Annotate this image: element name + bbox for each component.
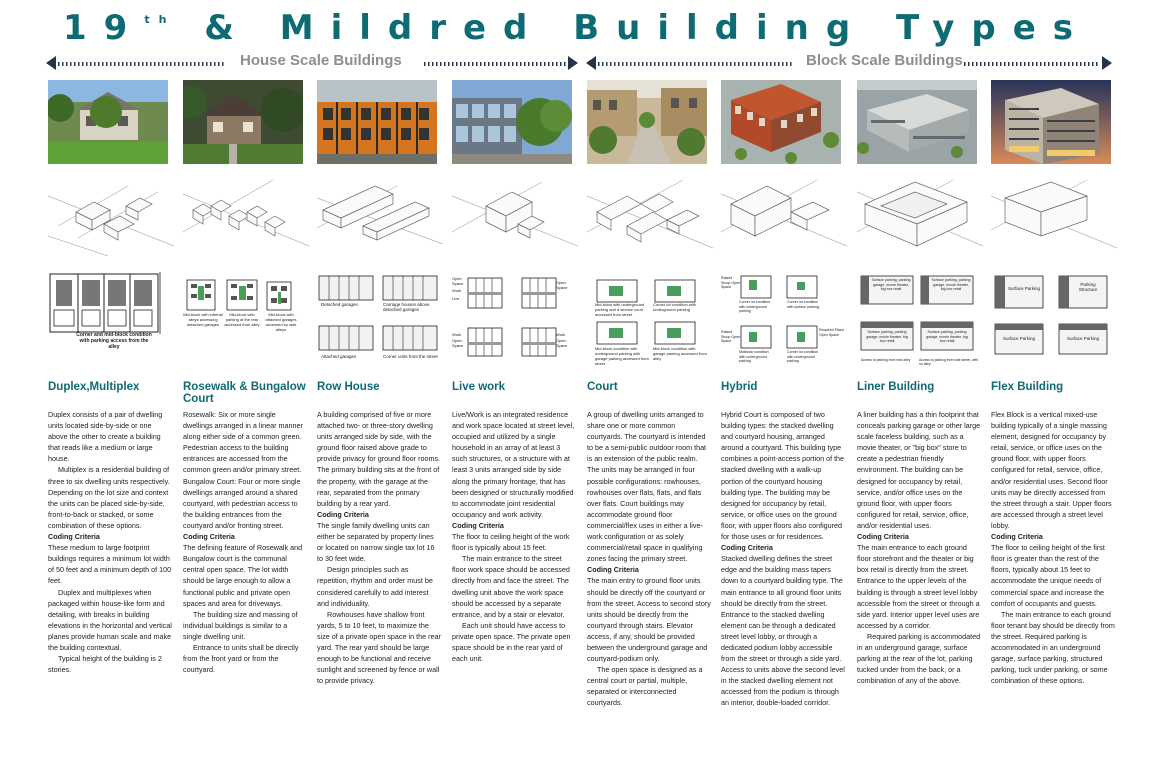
plan-label: Parking Structure — [1078, 282, 1098, 292]
axon-diagram-row-house — [317, 176, 443, 256]
plan-label: Surface parking, parking garage, movie theater, big box retail — [931, 278, 971, 291]
plan-label: Corner units front the street — [383, 354, 438, 359]
description-paragraph: Design principles such as repetition, rhythm and order must be considered carefully to add interest and individuality. — [317, 565, 433, 608]
arrow-right-icon — [568, 56, 578, 70]
column-duplex — [48, 80, 174, 372]
description-paragraph: A building comprised of five or more attached two- or three-story dwelling units arranged side by side, with the ground floor raised above grade to provide privacy for ground floor rooms. The primary building sits at the front of the property, with the garage at the rear, separated from the primary building by a rear yard. — [317, 410, 441, 508]
description-paragraph: The main entrance to each ground floor tenant bay should be directly from the street. Required parking is accommodated in an underground garage, surface parking, structured parking, tuck under parking, or some combination of these options. — [991, 609, 1115, 686]
photo-liner — [857, 80, 977, 164]
description-paragraph: Each unit should have access to private open space. The private open space should be in the rear yard of each unit. — [452, 620, 571, 664]
description-liner — [857, 409, 981, 686]
type-title-duplex: Duplex,Multiplex — [48, 381, 140, 393]
coding-criteria-heading: Coding Criteria — [317, 509, 369, 519]
plan-diagram-liner — [857, 272, 983, 372]
type-title-rosewalk: Rosewalk & Bungalow Court — [183, 381, 306, 405]
plan-label: Surface Parking — [1002, 336, 1036, 341]
coding-criteria-heading: Coding Criteria — [587, 565, 639, 575]
description-paragraph: Rosewalk: Six or more single dwellings arranged in a linear manner along either side of a common green. Pedestrian access to the building entrances are accessed from the common green and/or primary street. — [183, 410, 303, 475]
type-title-flex: Flex Building — [991, 381, 1064, 393]
plan-label: Work — [452, 332, 462, 337]
type-title-court: Court — [587, 381, 618, 393]
column-live-work — [452, 80, 578, 372]
title-superscript: th — [144, 13, 176, 26]
axon-diagram-liner — [857, 176, 983, 256]
type-title-hybrid: Hybrid — [721, 381, 758, 393]
plan-label: Corner lot condition with surface parking — [787, 300, 819, 309]
column-row-house — [317, 80, 443, 372]
description-paragraph: Rowhouses have shallow front yards, 5 to 10 feet, to maximize the size of a private open space in the rear yard. The rear yard should be large enough to be functional and receive sunlight and screened by fence or wall to provide privacy. — [317, 609, 441, 686]
plan-diagram-duplex — [48, 272, 174, 372]
plan-label: Surface Parking — [1066, 336, 1100, 341]
block-scale-label: Block Scale Buildings — [806, 52, 963, 69]
photo-duplex — [48, 80, 168, 164]
arrow-right-icon — [1102, 56, 1112, 70]
description-paragraph: Entrance to units shall be directly from the front yard or from the courtyard. — [183, 642, 299, 675]
axon-diagram-court — [587, 176, 713, 256]
plan-diagram-hybrid — [721, 272, 847, 372]
description-paragraph: Required parking is accommodated in an underground garage, surface parking at the rear of the lot, parking tucked under from the back, or a combination of any of the above. — [857, 631, 981, 686]
photo-hybrid — [721, 80, 841, 164]
photo-row-house — [317, 80, 437, 164]
description-hybrid — [721, 409, 845, 709]
axon-diagram-hybrid — [721, 176, 847, 256]
plan-label: Raised Stoop Open Space — [721, 330, 741, 343]
description-paragraph: The floor to ceiling height of the first floor is greater than the rest of the floors, typically about 15 feet to accommodate the unique needs of commercial space and increase the comfort of occupants and guests. — [991, 543, 1105, 608]
plan-label: Surface Parking — [1007, 286, 1041, 291]
type-title-liner: Liner Building — [857, 381, 935, 393]
description-rosewalk — [183, 409, 307, 675]
description-paragraph: The main entrance to the street floor work space should be accessed directly from and face the street. The dwelling unit above the work space should be accessed by a separate entrance, and by a stair or elevator. — [452, 554, 570, 619]
coding-criteria-heading: Coding Criteria — [857, 532, 909, 542]
coding-criteria-heading: Coding Criteria — [452, 520, 504, 530]
title-number: 19 — [63, 8, 145, 48]
plan-label: Corner lot condition with underground parking — [653, 302, 696, 312]
arrow-left-icon — [46, 56, 56, 70]
plan-label: Detached garages — [321, 302, 358, 307]
plan-label: Work — [556, 332, 566, 337]
description-live-work — [452, 409, 576, 664]
column-hybrid — [721, 80, 847, 372]
plan-label: Surface parking, parking garage, movie theater, big box retail — [871, 278, 911, 291]
coding-criteria-heading: Coding Criteria — [991, 532, 1043, 542]
plan-label: Required Plaza Open Space — [819, 328, 844, 337]
plan-label: Access to parking from rear alley — [861, 358, 911, 362]
plan-label: Open Space — [556, 338, 568, 348]
coding-criteria-heading: Coding Criteria — [721, 543, 773, 553]
plan-label: Corner lot condition with underground parking — [787, 350, 819, 363]
description-paragraph: The open space is designed as a central court or partial, multiple, separated or interconnected courtyards. — [587, 665, 703, 708]
type-title-live-work: Live work — [452, 381, 506, 393]
description-court — [587, 409, 711, 709]
column-liner — [857, 80, 983, 372]
plan-diagram-live-work — [452, 272, 578, 372]
plan-label: Live — [452, 296, 460, 301]
poster-title — [0, 8, 1153, 48]
plan-label: Access to parking from side street, with no alley — [919, 358, 978, 366]
description-paragraph: The defining feature of Rosewalk and Bungalow court is the communal central open space. The lot width should be large enough to allow a functional public and private open spaces and area for driveways. — [183, 543, 303, 608]
description-paragraph: These medium to large footprint buildings requires a minimum lot width of 50 feet and a minimum depth of 100 feet. — [48, 543, 172, 586]
description-paragraph: Typical height of the building is 2 stories. — [48, 654, 162, 675]
description-paragraph: The main entry to ground floor units should be directly off the courtyard or from the street. Access to second story units should be directly from the courtyard through stairs. Elevator access, if any, should be provided between the underground garage and courtyard-podium only. — [587, 576, 711, 664]
plan-diagram-rosewalk — [183, 272, 309, 372]
axon-diagram-live-work — [452, 176, 578, 256]
plan-diagram-flex — [991, 272, 1117, 372]
description-paragraph: A liner building has a thin footprint that conceals parking garage or other large scale faceless building, such as a movie theater, or "big box" store to create a pedestrian friendly environment. The building can be designed for occupancy by retail, service, and/or office uses on the ground floor, with upper floors configured for retail, service, office, and/or residential uses. — [857, 410, 981, 530]
plan-label: Midblock condition with underground parking — [739, 350, 769, 363]
house-scale-label: House Scale Buildings — [240, 52, 402, 69]
description-duplex — [48, 409, 172, 675]
description-row-house — [317, 409, 441, 686]
plan-label: Mid-block with internal alleys accessing detached garages — [183, 312, 223, 327]
plan-label: Attached garages — [321, 354, 357, 359]
dotted-line — [424, 62, 566, 66]
photo-court — [587, 80, 707, 164]
coding-criteria-heading: Coding Criteria — [183, 532, 235, 542]
dotted-line — [598, 62, 794, 66]
plan-label: Mid-block with attached garages accessed by side alleys — [265, 312, 297, 332]
description-paragraph: The main entrance to each ground floor storefront and the theater or big box retail is directly from the street. Entrance to the upper levels of the building is through a street level lobby accessible from the street or through a side yard. Interior upper level uses are accessed by a corridor. — [857, 543, 980, 630]
plan-label: Corner and mid-block condition with parking access from the alley — [76, 332, 152, 350]
plan-diagram-court — [587, 272, 713, 372]
house-scale-bar — [46, 52, 578, 74]
plan-diagram-row-house — [317, 272, 443, 372]
plan-label: Carriage houses above detached garages — [383, 302, 430, 312]
description-paragraph: The building size and massing of individual buildings is similar to a single dwelling unit. — [183, 609, 298, 641]
plan-label: Mid-block with underground parking and a service court accessed from street — [595, 302, 645, 317]
plan-label: Open Space — [452, 276, 464, 286]
type-title-row-house: Row House — [317, 381, 380, 393]
column-rosewalk — [183, 80, 309, 372]
description-paragraph: The single family dwelling units can either be separated by property lines or located on narrow single tax lot 16 to 30 feet wide. — [317, 520, 435, 564]
description-paragraph: Live/Work is an integrated residence and work space located at street level, occupied and utilized by a single household in an array of at least 3 such structures, or a structure with at least 3 units arranged side by side along the primary frontage, that has been designed or structurally modified to accommodate joint residential occupancy and work activity. — [452, 410, 575, 519]
description-paragraph: Duplex consists of a pair of dwelling units located side-by-side or one above the other to create a building that reads like a medium or large house. — [48, 410, 163, 464]
photo-rosewalk — [183, 80, 303, 164]
plan-label: Open Space — [556, 280, 568, 290]
plan-label: Corner lot condition with underground parking — [739, 300, 771, 313]
description-paragraph: Duplex and multiplexes when packaged within house-like form and detailing, with breaks in building elevations in the horizontal and vertical planes provide human scale and make the building contextual. — [48, 587, 172, 652]
description-paragraph: Hybrid Court is composed of two building types: the stacked dwelling and courtyard housing, arranged around a courtyard. This building type combines a point-access portion of the stacked dwelling with a walk-up portion of the courtyard housing building type. The building may be designed for occupancy by retail, service, or office uses on the ground floor, with upper floors also configured for those uses or for residences. — [721, 410, 845, 542]
description-paragraph: A group of dwelling units arranged to share one or more common courtyards. The courtyard is intended to be a semi-public outdoor room that is an extension of the public realm. The units may be arranged in four possible configurations: rowhouses, rowhouses over flats, flats, and flats over flats. Court buildings may accommodate ground floor commercial/flex uses in either a live-work configuration or as solely commercial/retail space in qualifying zones facing the primary street. — [587, 410, 707, 564]
photo-live-work — [452, 80, 572, 164]
column-flex — [991, 80, 1117, 372]
title-text: & Mildred Building Types — [175, 8, 1090, 48]
plan-label: Mid-block condition with garage parking accessed from alley — [653, 346, 707, 361]
axon-diagram-duplex — [48, 176, 174, 256]
plan-label: Mid-block condition with underground parking with garage parking accessed from street — [595, 346, 649, 366]
description-paragraph: Stacked dwelling defines the street edge and the building mass tapers down to a courtyard building type. The main entrance to all ground floor units should be directly from the street. Entrance to the stacked dwelling element can be through a dedicated street level lobby, or through a dedicated podium lobby accessible from the street or through a side yard. Access to units above the second level in the stacked dwelling element not accessed from the podium is through an interior, double-loaded corridor. — [721, 554, 845, 708]
description-flex — [991, 409, 1115, 686]
plan-label: Work — [452, 288, 462, 293]
column-court — [587, 80, 713, 372]
dotted-line — [964, 62, 1100, 66]
photo-flex — [991, 80, 1111, 164]
plan-label: Mid-block with parking at the rear accessed from alley — [224, 312, 260, 327]
plan-label: Open Space — [452, 338, 464, 348]
description-paragraph: Flex Block is a vertical mixed-use building typically of a single massing element, designed for occupancy by retail, service, or office uses on the ground floor, with upper floors configured for retail, service, office, and/or residential uses. Second floor units may be directly accessed from the street through a stair. Upper floors are accessed through a street level lobby. — [991, 410, 1112, 530]
block-scale-bar — [586, 52, 1112, 74]
description-paragraph: Multiplex is a residential building of three to six dwelling units respectively. Depending on the lot size and context the units can be placed side-by-side, front-to-back or stacked, or some combination of these options. — [48, 465, 170, 530]
dotted-line — [58, 62, 226, 66]
axon-diagram-flex — [991, 176, 1117, 256]
arrow-left-icon — [586, 56, 596, 70]
plan-label: Raised Stoop Open Space — [721, 276, 741, 289]
description-paragraph: Bungalow Court: Four or more single dwellings arranged around a shared courtyard, with pedestrian access to the building entrances from the courtyard and/or fronting street. — [183, 476, 301, 530]
description-paragraph: The floor to ceiling height of the work floor is typically about 15 feet. — [452, 532, 570, 553]
plan-label: Surface parking, parking garage, movie theater, big box retail — [926, 330, 968, 343]
axon-diagram-rosewalk — [183, 176, 309, 256]
coding-criteria-heading: Coding Criteria — [48, 532, 100, 542]
plan-label: Surface parking, parking garage, movie theater, big box retail — [866, 330, 908, 343]
